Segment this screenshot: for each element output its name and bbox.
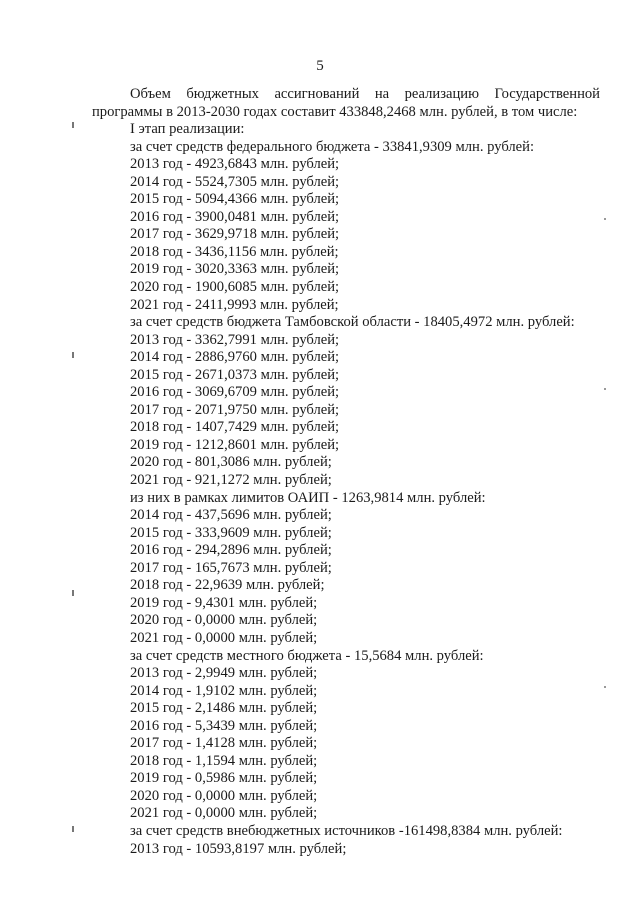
scan-speck [604,388,606,390]
year-line: 2017 год - 2071,9750 млн. рублей; [130,401,340,418]
year-line: 2021 год - 921,1272 млн. рублей; [130,472,332,489]
year-line: 2019 год - 9,4301 млн. рублей; [130,594,318,611]
scan-speck [604,686,606,688]
section-oaip [92,490,600,648]
year-line: 2014 год - 1,9102 млн. рублей; [130,682,318,699]
year-line: 2018 год - 1,1594 млн. рублей; [130,752,318,769]
year-line: 2015 год - 2671,0373 млн. рублей; [130,366,340,383]
intro-paragraph: Объем бюджетных ассигнований на реализацию Государственной программы в 2013-2030 годах составит 433848,2468 млн. рублей, в том числе: [92,86,600,120]
section-local [92,648,600,823]
year-line: 2013 год - 4923,6843 млн. рублей; [130,156,340,173]
scan-speck [604,218,606,220]
margin-mark [72,826,74,832]
year-line: 2018 год - 1407,7429 млн. рублей; [130,419,340,436]
year-line: 2020 год - 0,0000 млн. рублей; [130,787,318,804]
margin-mark [72,590,74,596]
year-line: 2016 год - 3900,0481 млн. рублей; [130,208,340,225]
margin-mark [72,352,74,358]
year-line: 2019 год - 1212,8601 млн. рублей; [130,436,340,453]
year-line: 2016 год - 5,3439 млн. рублей; [130,717,318,734]
year-line: 2019 год - 3020,3363 млн. рублей; [130,261,340,278]
year-line: 2021 год - 0,0000 млн. рублей; [130,805,318,822]
year-line: 2013 год - 2,9949 млн. рублей; [130,665,318,682]
year-line: 2020 год - 1900,6085 млн. рублей; [130,279,340,296]
year-line: 2015 год - 333,9609 млн. рублей; [130,524,332,541]
year-line: 2016 год - 3069,6709 млн. рублей; [130,384,340,401]
document-body [92,86,600,858]
section-heading: за счет средств внебюджетных источников -161498,8384 млн. рублей: [130,822,563,839]
year-line: 2014 год - 5524,7305 млн. рублей; [130,173,340,190]
stage-heading: I этап реализации: [130,121,245,138]
year-line: 2019 год - 0,5986 млн. рублей; [130,770,318,787]
year-line: 2015 год - 2,1486 млн. рублей; [130,700,318,717]
year-line: 2017 год - 3629,9718 млн. рублей; [130,226,340,243]
year-line: 2014 год - 437,5696 млн. рублей; [130,507,332,524]
year-line: 2018 год - 3436,1156 млн. рублей; [130,243,339,260]
year-line: 2021 год - 2411,9993 млн. рублей; [130,296,339,313]
section-extrabudgetary [92,823,600,858]
year-line: 2021 год - 0,0000 млн. рублей; [130,629,318,646]
page-number: 5 [316,58,324,74]
year-line: 2017 год - 1,4128 млн. рублей; [130,735,318,752]
section-regional [92,314,600,489]
section-heading: за счет средств федерального бюджета - 33841,9309 млн. рублей: [130,138,535,155]
section-heading: из них в рамках лимитов ОАИП - 1263,9814 млн. рублей: [130,489,486,506]
section-heading: за счет средств местного бюджета - 15,5684 млн. рублей: [130,647,484,664]
year-line: 2014 год - 2886,9760 млн. рублей; [130,349,340,366]
margin-mark [72,122,74,128]
year-line: 2018 год - 22,9639 млн. рублей; [130,577,325,594]
section-federal [92,139,600,314]
year-line: 2020 год - 0,0000 млн. рублей; [130,612,318,629]
year-line: 2017 год - 165,7673 млн. рублей; [130,559,332,576]
year-line: 2020 год - 801,3086 млн. рублей; [130,454,332,471]
year-line: 2013 год - 10593,8197 млн. рублей; [130,840,347,857]
year-line: 2013 год - 3362,7991 млн. рублей; [130,331,340,348]
year-line: 2015 год - 5094,4366 млн. рублей; [130,191,340,208]
year-line: 2016 год - 294,2896 млн. рублей; [130,542,332,559]
section-heading: за счет средств бюджета Тамбовской области - 18405,4972 млн. рублей: [130,314,575,331]
